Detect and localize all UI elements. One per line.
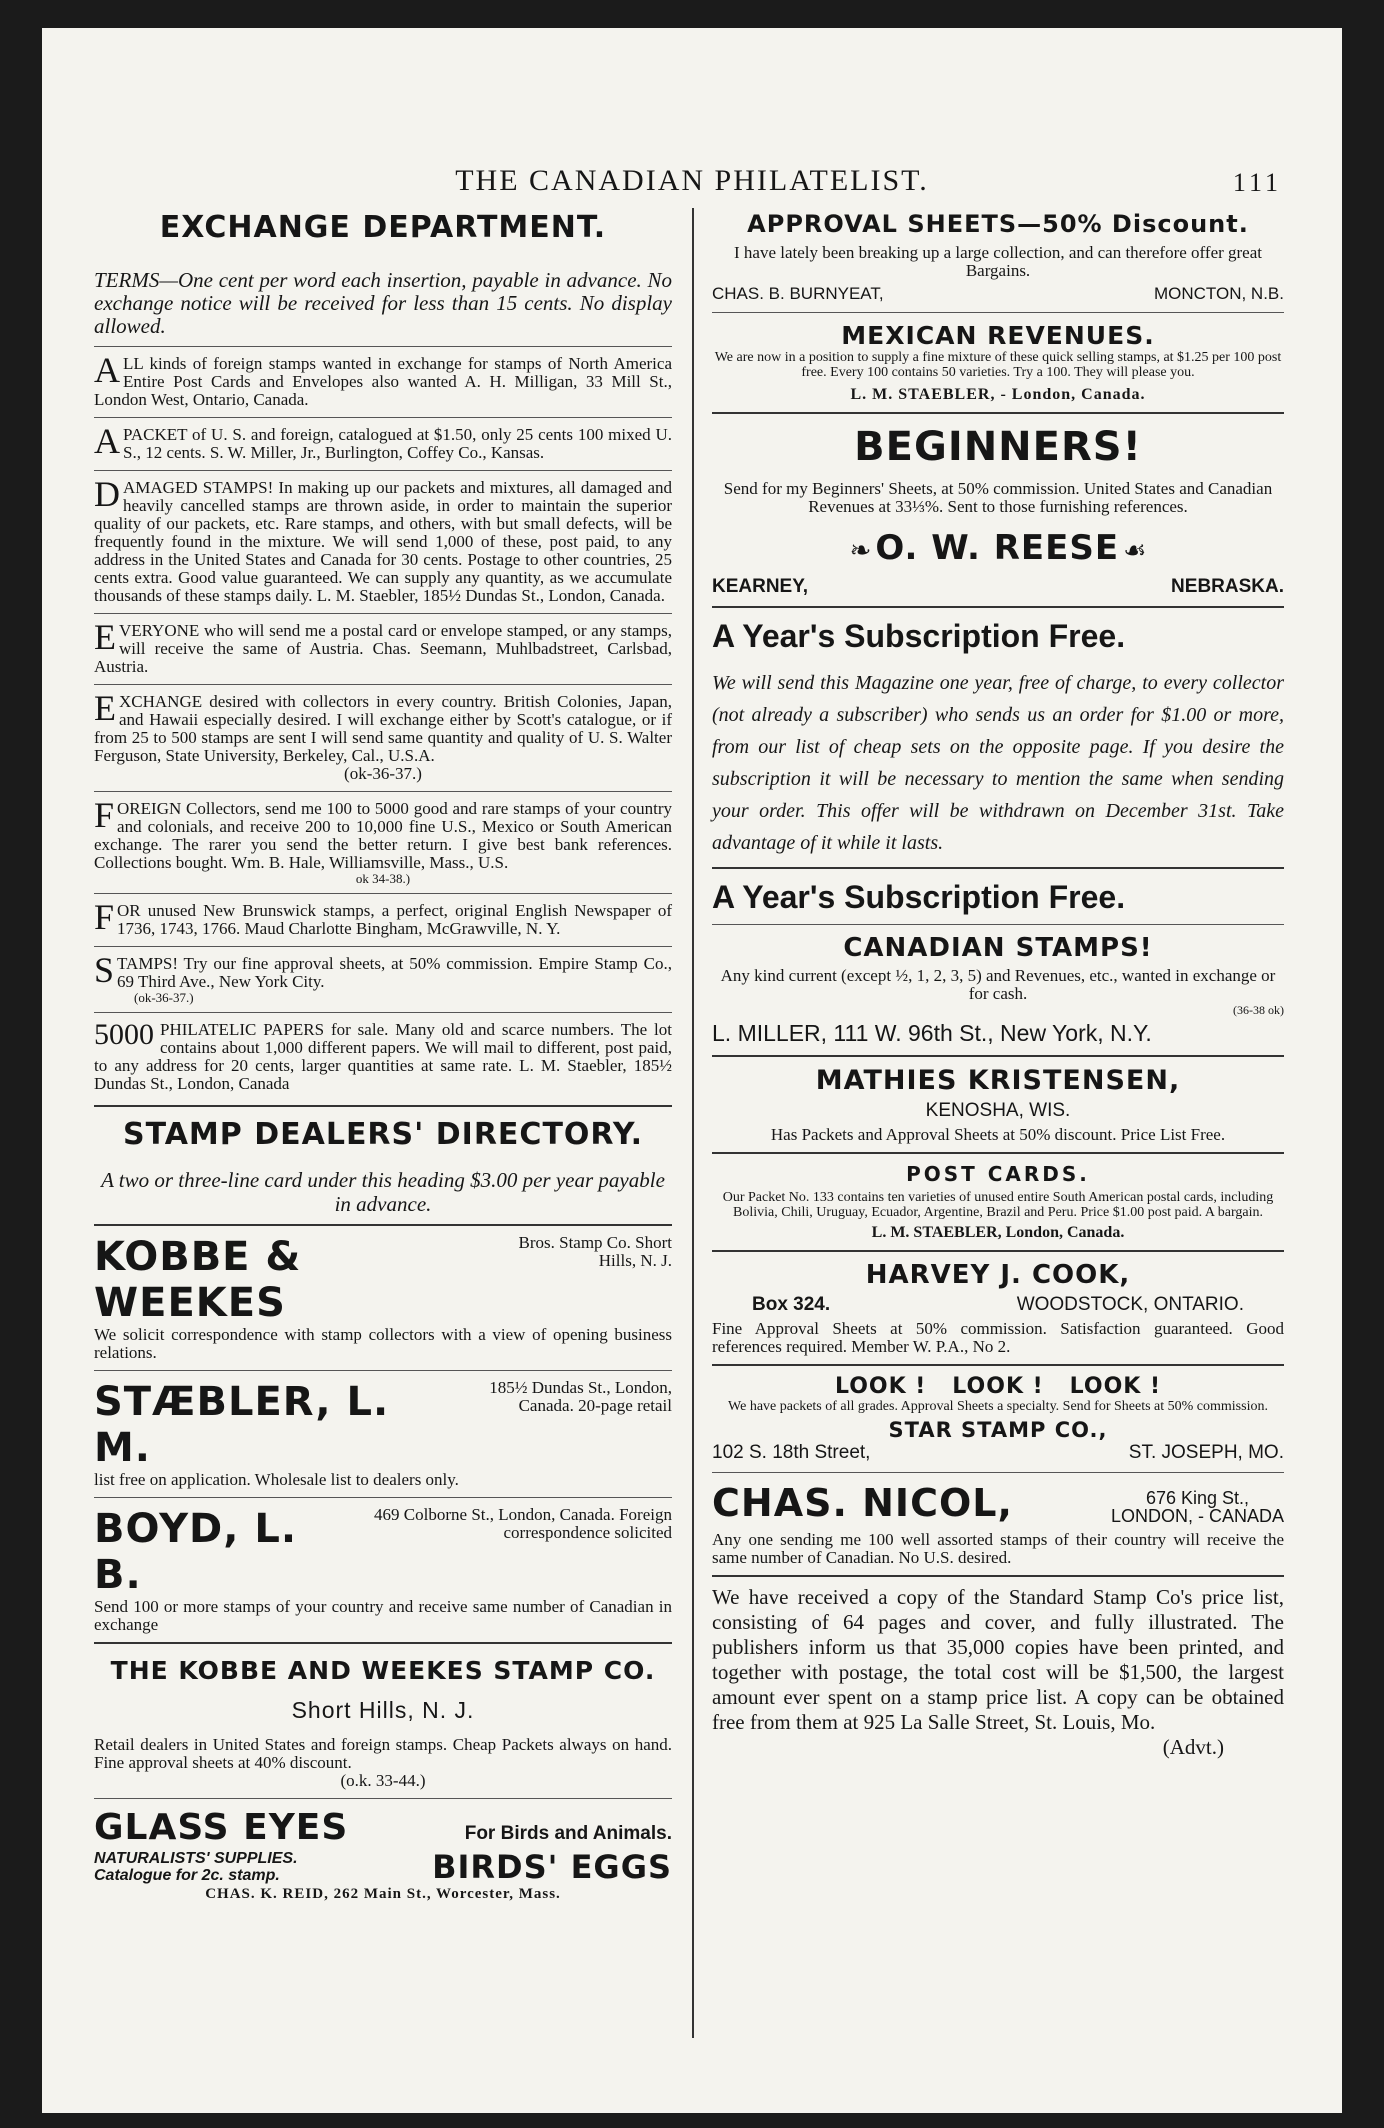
subscription-heading: A Year's Subscription Free. bbox=[712, 618, 1126, 654]
reese-row bbox=[712, 576, 1284, 598]
nicol-name: CHAS. NICOL, bbox=[712, 1481, 1013, 1525]
divider bbox=[712, 1250, 1284, 1252]
divider bbox=[94, 1798, 672, 1799]
divider bbox=[712, 412, 1284, 414]
divider bbox=[94, 346, 672, 347]
beginners-heading: BEGINNERS! bbox=[854, 424, 1142, 470]
ad-hale: FOREIGN Collectors, send me 100 to 5000 good and rare stamps of your country and colonials, and receive 200 to 10,000 fine U.S., Mexico or South American exchange. The rarer you send the better return. I give best bank references. Collections bought. Wm. B. Hale, Williamsville, Mass., U.S. bbox=[94, 795, 672, 872]
look-heading: LOOK ! LOOK ! LOOK ! bbox=[834, 1374, 1162, 1399]
ad-ferguson: EXCHANGE desired with collectors in every country. British Colonies, Japan, and Hawaii especially desired. I will exchange either by Scott's catalogue, or if from 25 to 500 stamps are sent I will send same quantity and quality of U. S. Walter Ferguson, State University, Berkeley, Cal., U.S.A. bbox=[94, 688, 672, 765]
boyd-text: Send 100 or more stamps of your country and receive same number of Canadian in exchange bbox=[94, 1597, 672, 1634]
exchange-terms: TERMS—One cent per word each insertion, payable in advance. No exchange notice will be received for less than 15 cents. No display allowed. bbox=[94, 268, 672, 338]
nicol-address-2: LONDON, - CANADA bbox=[1110, 1506, 1284, 1526]
ad-bingham: FOR unused New Brunswick stamps, a perfect, original English Newspaper of 1736, 1743, 1766. Maud Charlotte Bingham, McGrawville, N. Y. bbox=[94, 897, 672, 938]
staebler-address: 185½ Dundas St., London, Canada. 20-page retail bbox=[489, 1378, 672, 1415]
staebler-name: STÆBLER, L. M. bbox=[94, 1379, 390, 1471]
mathies-text: Has Packets and Approval Sheets at 50% discount. Price List Free. bbox=[770, 1125, 1226, 1144]
ad-seemann: EVERYONE who will send me a postal card or envelope stamped, or any stamps, will receive the same of Austria. Chas. Seemann, Muhlbadstreet, Carlsbad, Austria. bbox=[94, 617, 672, 676]
look-text: We have packets of all grades. Approval Sheets a specialty. Send for Sheets at 50% commission. bbox=[728, 1399, 1268, 1414]
exchange-heading: EXCHANGE DEPARTMENT. bbox=[159, 210, 607, 245]
page-number: 111 bbox=[1232, 168, 1282, 197]
kobbe-co-text: Retail dealers in United States and foreign stamps. Cheap Packets always on hand. Fine approval sheets at 40% discount. bbox=[94, 1735, 672, 1772]
approval-place: MONCTON, N.B. bbox=[1153, 284, 1284, 303]
harvey-row bbox=[712, 1294, 1284, 1316]
reese-state: NEBRASKA. bbox=[1171, 576, 1284, 597]
nicol-row bbox=[712, 1481, 1284, 1525]
glass-supplies: NATURALISTS' SUPPLIES. bbox=[94, 1850, 298, 1867]
kobbe-name: KOBBE & WEEKES bbox=[94, 1234, 302, 1326]
nicol-address bbox=[1111, 1489, 1284, 1525]
ad-5000: 5000 bbox=[94, 1018, 154, 1051]
ad-tag: ok 34-38.) bbox=[355, 871, 411, 886]
beginners-text: Send for my Beginners' Sheets, at 50% commission. United States and Canadian Revenues at 33⅓%. Sent to those furnishing references. bbox=[723, 479, 1273, 516]
mathies-city: KENOSHA, WIS. bbox=[925, 1100, 1071, 1121]
star-city: ST. JOSEPH, MO. bbox=[1128, 1442, 1284, 1463]
divider bbox=[94, 470, 672, 471]
boyd-name: BOYD, L. B. bbox=[94, 1506, 298, 1598]
divider bbox=[94, 946, 672, 947]
canadian-heading: CANADIAN STAMPS! bbox=[843, 933, 1153, 963]
harvey-name: HARVEY J. COOK, bbox=[865, 1260, 1131, 1290]
post-cards-heading: POST CARDS. bbox=[906, 1162, 1090, 1186]
star-row bbox=[712, 1442, 1284, 1464]
divider bbox=[94, 417, 672, 418]
approval-heading: APPROVAL SHEETS—50% Discount. bbox=[747, 210, 1249, 238]
canadian-text: Any kind current (except ½, 1, 2, 3, 5) and Revenues, etc., wanted in exchange or for cash. bbox=[720, 966, 1276, 1003]
divider bbox=[712, 1055, 1284, 1057]
kobbe-co-place: Short Hills, N. J. bbox=[291, 1697, 475, 1723]
glass-title: GLASS EYES bbox=[94, 1807, 349, 1848]
star-name: STAR STAMP CO., bbox=[888, 1418, 1108, 1442]
page-title: THE CANADIAN PHILATELIST. bbox=[455, 164, 929, 197]
page-header bbox=[102, 146, 1282, 206]
glass-catalogue: Catalogue for 2c. stamp. bbox=[94, 1867, 280, 1884]
ad-miller: APACKET of U. S. and foreign, catalogued at $1.50, only 25 cents 100 mixed U. S., 12 cents. S. W. Miller, Jr., Burlington, Coffey Co., Kansas. bbox=[94, 421, 672, 462]
glass-row-2 bbox=[94, 1848, 672, 1886]
divider bbox=[712, 606, 1284, 608]
nicol-text: Any one sending me 100 well assorted stamps of their country will receive the same number of Canadian. No U.S. desired. bbox=[712, 1530, 1284, 1567]
miller-line: L. MILLER, 111 W. 96th St., New York, N.Y. bbox=[712, 1020, 1152, 1046]
divider bbox=[94, 613, 672, 614]
star-street: 102 S. 18th Street, bbox=[712, 1442, 871, 1463]
post-cards-text: Our Packet No. 133 contains ten varieties of unused entire South American postal cards, including Bolivia, Chili, Uruguay, Ecuador, Argentine, Brazil and Peru. Price $1.00 post paid. A bargain. bbox=[722, 1190, 1274, 1220]
approval-name: CHAS. B. BURNYEAT, bbox=[712, 284, 884, 303]
approval-row bbox=[712, 284, 1284, 304]
mexican-signature: L. M. STAEBLER, - London, Canada. bbox=[850, 386, 1146, 403]
staebler-row bbox=[94, 1379, 672, 1471]
ad-damaged-stamps: DAMAGED STAMPS! In making up our packets and mixtures, all damaged and heavily cancelled stamps are thrown aside, in order to maintain the superior quality of our packets, etc. Rare stamps, and others, with but small defects, will be frequently found in the mixture. We will send 1,000 of these, post paid, to any address in the United States and Canada for 30 cents. Postage to other countries, 25 cents extra. Good value guaranteed. We can supply any quantity, as we accumulate thousands of these stamps daily. L. M. Staebler, 185½ Dundas St., London, Canada. bbox=[94, 474, 672, 605]
page bbox=[42, 28, 1342, 2113]
divider bbox=[94, 1497, 672, 1498]
ad-philatelic-papers-text: PHILATELIC PAPERS for sale. Many old and scarce numbers. The lot contains about 1,000 different papers. We will mail to different, post paid, to any address for 20 cents, larger quantities at same rate. L. M. Staebler, 185½ Dundas St., London, Canada bbox=[94, 1020, 672, 1093]
glass-row bbox=[94, 1807, 672, 1848]
kobbe-address: Bros. Stamp Co. Short Hills, N. J. bbox=[518, 1233, 672, 1270]
reese-line bbox=[712, 528, 1284, 568]
mexican-text: We are now in a position to supply a fine mixture of these quick selling stamps, at $1.25 per 100 post free. Every 100 contains 50 varieties. Try a 100. They will please you. bbox=[714, 350, 1282, 380]
post-cards-signature: L. M. STAEBLER, London, Canada. bbox=[871, 1224, 1125, 1241]
mathies-name: MATHIES KRISTENSEN, bbox=[815, 1065, 1181, 1096]
birds-eggs: BIRDS' EGGS bbox=[432, 1848, 672, 1886]
divider bbox=[712, 924, 1284, 925]
divider bbox=[94, 893, 672, 894]
advt-label: (Advt.) bbox=[1162, 1735, 1224, 1759]
standard-notice: We have received a copy of the Standard Stamp Co's price list, consisting of 64 pages and cover, and fully illustrated. The publishers inform us that 35,000 copies have been printed, and together with postage, the total cost will be $1,500, the largest amount ever spent on a stamp price list. A copy can be obtained free from them at 925 La Salle Street, St. Louis, Mo. bbox=[712, 1585, 1284, 1734]
divider bbox=[712, 1472, 1284, 1473]
canadian-tag: (36-38 ok) bbox=[1233, 1003, 1284, 1017]
divider bbox=[94, 791, 672, 792]
subscription-text: We will send this Magazine one year, free of charge, to every collector (not already a subscriber) who sends us an order for $1.00 or more, from our list of cheap sets on the opposite page. If you desire the subscription it will be necessary to mention the same when sending your order. This offer will be withdrawn on December 31st. Take advantage of it while it lasts. bbox=[712, 672, 1284, 854]
ad-tag: (ok-36-37.) bbox=[344, 764, 422, 783]
harvey-box: Box 324. bbox=[752, 1294, 831, 1315]
nicol-address-1: 676 King St., bbox=[1145, 1488, 1250, 1508]
ad-empire: STAMPS! Try our fine approval sheets, at 50% commission. Empire Stamp Co., 69 Third Ave., New York City. bbox=[94, 950, 672, 991]
staebler-text: list free on application. Wholesale list to dealers only. bbox=[94, 1470, 459, 1489]
divider bbox=[712, 867, 1284, 869]
glass-reid: CHAS. K. REID, 262 Main St., Worcester, Mass. bbox=[205, 1886, 561, 1902]
divider bbox=[94, 1370, 672, 1371]
divider bbox=[94, 684, 672, 685]
divider bbox=[712, 1575, 1284, 1577]
ornament-icon: ❧ bbox=[849, 536, 872, 565]
kobbe-co-tag: (o.k. 33-44.) bbox=[340, 1771, 426, 1790]
mexican-heading: MEXICAN REVENUES. bbox=[841, 321, 1155, 350]
ad-milligan: ALL kinds of foreign stamps wanted in exchange for stamps of North America Entire Post Cards and Envelopes also wanted A. H. Milligan, 33 Mill St., London West, Ontario, Canada. bbox=[94, 350, 672, 409]
left-column bbox=[94, 210, 672, 1903]
ad-philatelic-papers bbox=[94, 1018, 672, 1093]
ad-tag: (ok-36-37.) bbox=[134, 990, 194, 1005]
ornament-icon: ☙ bbox=[1123, 536, 1147, 565]
harvey-text: Fine Approval Sheets at 50% commission. Satisfaction guaranteed. Good references required. Member W. P.A., No 2. bbox=[712, 1319, 1284, 1356]
reese-name: O. W. REESE bbox=[875, 528, 1120, 568]
directory-heading: STAMP DEALERS' DIRECTORY. bbox=[122, 1117, 644, 1152]
divider bbox=[94, 1224, 672, 1226]
divider bbox=[94, 1012, 672, 1013]
column-divider bbox=[692, 208, 694, 2038]
kobbe-text: We solicit correspondence with stamp collectors with a view of opening business relations. bbox=[94, 1325, 672, 1362]
kobbe-co-name: THE KOBBE AND WEEKES STAMP CO. bbox=[110, 1656, 656, 1685]
glass-supplies-block bbox=[94, 1850, 298, 1884]
harvey-place: WOODSTOCK, ONTARIO. bbox=[1016, 1294, 1244, 1315]
boyd-row bbox=[94, 1506, 672, 1598]
divider bbox=[712, 1152, 1284, 1154]
boyd-address: 469 Colborne St., London, Canada. Foreign correspondence solicited bbox=[374, 1505, 672, 1542]
kobbe-row bbox=[94, 1234, 672, 1326]
approval-text: I have lately been breaking up a large collection, and can therefore offer great Bargains. bbox=[734, 243, 1262, 280]
glass-for: For Birds and Animals. bbox=[464, 1823, 672, 1844]
subscription-heading-2: A Year's Subscription Free. bbox=[712, 879, 1126, 915]
divider bbox=[712, 312, 1284, 313]
divider bbox=[712, 1364, 1284, 1366]
reese-city: KEARNEY, bbox=[712, 576, 809, 597]
divider bbox=[94, 1105, 672, 1107]
directory-terms: A two or three-line card under this heading $3.00 per year payable in advance. bbox=[101, 1168, 665, 1216]
divider bbox=[94, 1642, 672, 1644]
right-column bbox=[712, 210, 1284, 1760]
